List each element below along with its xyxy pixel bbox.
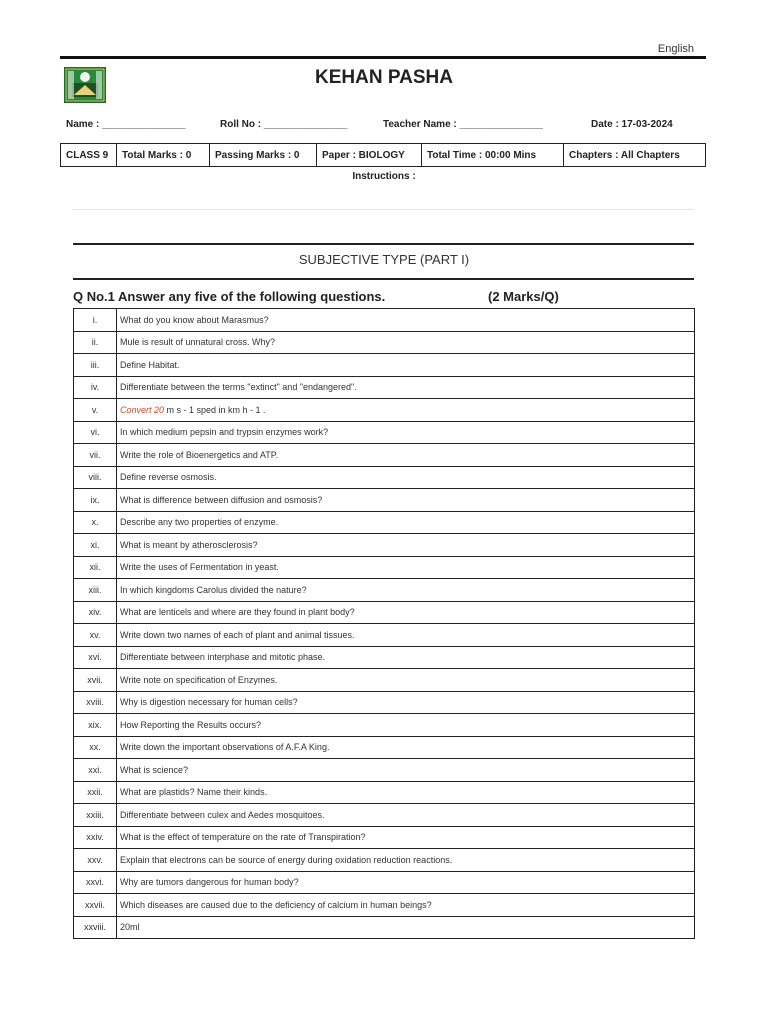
question-row bbox=[74, 781, 695, 804]
question-text-cell bbox=[117, 489, 695, 512]
question-text-cell bbox=[117, 759, 695, 782]
question-text: Why is digestion necessary for human cells? bbox=[120, 697, 298, 708]
question-heading bbox=[73, 289, 694, 307]
question-row bbox=[74, 466, 695, 489]
class-cell: CLASS 9 bbox=[61, 144, 117, 166]
question-text: Define reverse osmosis. bbox=[120, 472, 217, 483]
question-row bbox=[74, 759, 695, 782]
question-number: xvii. bbox=[74, 669, 117, 692]
question-text-cell bbox=[117, 331, 695, 354]
question-text-cell bbox=[117, 601, 695, 624]
question-number: viii. bbox=[74, 466, 117, 489]
question-text: 20ml bbox=[120, 922, 140, 933]
question-text: Write the role of Bioenergetics and ATP. bbox=[120, 449, 279, 460]
roll-number-field[interactable]: Roll No : _______________ bbox=[220, 119, 348, 130]
school-name: KEHAN PASHA bbox=[315, 67, 453, 88]
question-text-cell bbox=[117, 624, 695, 647]
question-row bbox=[74, 601, 695, 624]
question-text: Why are tumors dangerous for human body? bbox=[120, 877, 299, 888]
paper-cell: Paper : BIOLOGY bbox=[317, 144, 422, 166]
question-row bbox=[74, 331, 695, 354]
question-row bbox=[74, 826, 695, 849]
paper-info-table bbox=[60, 143, 706, 167]
question-text: Differentiate between interphase and mitotic phase. bbox=[120, 652, 325, 663]
question-text: What is difference between diffusion and osmosis? bbox=[120, 494, 323, 505]
question-number: xvi. bbox=[74, 646, 117, 669]
question-number: iv. bbox=[74, 376, 117, 399]
question-row bbox=[74, 309, 695, 332]
question-text: How Reporting the Results occurs? bbox=[120, 719, 262, 730]
language-selector[interactable]: English bbox=[657, 43, 694, 55]
question-number: vi. bbox=[74, 421, 117, 444]
question-text-cell bbox=[117, 736, 695, 759]
question-row bbox=[74, 579, 695, 602]
question-row bbox=[74, 354, 695, 377]
question-number: xxiii. bbox=[74, 804, 117, 827]
question-text-cell bbox=[117, 669, 695, 692]
question-text-cell bbox=[117, 556, 695, 579]
question-text-cell bbox=[117, 444, 695, 467]
question-text-cell bbox=[117, 534, 695, 557]
question-text: What is science? bbox=[120, 764, 189, 775]
question-text: Describe any two properties of enzyme. bbox=[120, 517, 279, 528]
question-text: Mule is result of unnatural cross. Why? bbox=[120, 337, 276, 348]
question-row bbox=[74, 511, 695, 534]
question-marks: (2 Marks/Q) bbox=[488, 289, 559, 304]
question-row bbox=[74, 894, 695, 917]
question-number: xiv. bbox=[74, 601, 117, 624]
question-number: ix. bbox=[74, 489, 117, 512]
teacher-name-field[interactable]: Teacher Name : _______________ bbox=[383, 119, 543, 130]
question-row bbox=[74, 691, 695, 714]
question-text-cell bbox=[117, 894, 695, 917]
question-text-cell bbox=[117, 579, 695, 602]
question-row bbox=[74, 534, 695, 557]
question-text-cell bbox=[117, 646, 695, 669]
question-row bbox=[74, 399, 695, 422]
section-rule-top bbox=[73, 243, 694, 245]
question-text-cell bbox=[117, 916, 695, 939]
question-text-cell bbox=[117, 826, 695, 849]
question-text: Write down two names of each of plant and animal tissues. bbox=[120, 629, 355, 640]
question-text: Write down the important observations of A.F.A King. bbox=[120, 742, 330, 753]
question-text: What is meant by atherosclerosis? bbox=[120, 539, 258, 550]
question-text: Define Habitat. bbox=[120, 359, 180, 370]
question-number: xxvi. bbox=[74, 871, 117, 894]
question-text: What is the effect of temperature on the rate of Transpiration? bbox=[120, 832, 366, 843]
question-row bbox=[74, 804, 695, 827]
question-text-cell bbox=[117, 354, 695, 377]
question-number: xix. bbox=[74, 714, 117, 737]
question-text-cell bbox=[117, 781, 695, 804]
question-number: vii. bbox=[74, 444, 117, 467]
question-text-cell bbox=[117, 849, 695, 872]
question-text-cell bbox=[117, 376, 695, 399]
section-title: SUBJECTIVE TYPE (PART I) bbox=[298, 252, 470, 267]
question-row bbox=[74, 849, 695, 872]
question-row bbox=[74, 556, 695, 579]
question-number: xxvii. bbox=[74, 894, 117, 917]
question-text: In which kingdoms Carolus divided the nature? bbox=[120, 584, 307, 595]
question-text: Write note on specification of Enzymes. bbox=[120, 674, 278, 685]
question-text-cell bbox=[117, 466, 695, 489]
question-text: Explain that electrons can be source of energy during oxidation reduction reactions. bbox=[120, 854, 453, 865]
name-field[interactable]: Name : _______________ bbox=[66, 119, 186, 130]
question-text: What are plastids? Name their kinds. bbox=[120, 787, 268, 798]
question-text: What are lenticels and where are they found in plant body? bbox=[120, 607, 355, 618]
question-text: What do you know about Marasmus? bbox=[120, 314, 269, 325]
question-text-cell bbox=[117, 399, 695, 422]
question-row bbox=[74, 624, 695, 647]
question-row bbox=[74, 714, 695, 737]
question-number: xviii. bbox=[74, 691, 117, 714]
total-marks-cell: Total Marks : 0 bbox=[117, 144, 210, 166]
question-number: xiii. bbox=[74, 579, 117, 602]
highlighted-text: Convert 20 bbox=[120, 404, 165, 415]
question-number: xxii. bbox=[74, 781, 117, 804]
divider bbox=[73, 209, 694, 210]
question-text-cell bbox=[117, 691, 695, 714]
question-number: xx. bbox=[74, 736, 117, 759]
question-text-cell bbox=[117, 804, 695, 827]
question-number: xxi. bbox=[74, 759, 117, 782]
question-text-cell bbox=[117, 309, 695, 332]
passing-marks-cell: Passing Marks : 0 bbox=[210, 144, 317, 166]
question-row bbox=[74, 916, 695, 939]
question-number: xii. bbox=[74, 556, 117, 579]
question-number: xxv. bbox=[74, 849, 117, 872]
student-fields bbox=[66, 119, 706, 133]
chapters-cell: Chapters : All Chapters bbox=[569, 149, 680, 161]
question-row bbox=[74, 669, 695, 692]
question-number: i. bbox=[74, 309, 117, 332]
question-table bbox=[73, 308, 695, 939]
instructions-label: Instructions : bbox=[352, 171, 416, 182]
question-number: xv. bbox=[74, 624, 117, 647]
question-number: xxviii. bbox=[74, 916, 117, 939]
question-number: x. bbox=[74, 511, 117, 534]
question-text-cell bbox=[117, 421, 695, 444]
question-text-cell bbox=[117, 511, 695, 534]
question-text: Write the uses of Fermentation in yeast. bbox=[120, 562, 279, 573]
question-text: Which diseases are caused due to the deficiency of calcium in human beings? bbox=[120, 899, 432, 910]
question-text-cell bbox=[117, 714, 695, 737]
question-row bbox=[74, 376, 695, 399]
question-number: xi. bbox=[74, 534, 117, 557]
question-text: m s - 1 sped in km h - 1 . bbox=[164, 404, 266, 415]
question-number: xxiv. bbox=[74, 826, 117, 849]
question-number: ii. bbox=[74, 331, 117, 354]
question-title: Q No.1 Answer any five of the following questions. bbox=[73, 289, 386, 304]
question-number: v. bbox=[74, 399, 117, 422]
question-text: Differentiate between the terms "extinct" and "endangered". bbox=[120, 382, 357, 393]
date-field: Date : 17-03-2024 bbox=[591, 119, 673, 130]
question-text-cell bbox=[117, 871, 695, 894]
top-rule bbox=[60, 56, 706, 59]
section-rule-bottom bbox=[73, 278, 694, 280]
question-number: iii. bbox=[74, 354, 117, 377]
question-row bbox=[74, 421, 695, 444]
total-time-cell: Total Time : 00:00 Mins bbox=[422, 144, 564, 166]
question-row bbox=[74, 444, 695, 467]
question-row bbox=[74, 489, 695, 512]
question-row bbox=[74, 871, 695, 894]
question-row bbox=[74, 646, 695, 669]
question-row bbox=[74, 736, 695, 759]
question-text: Differentiate between culex and Aedes mosquitoes. bbox=[120, 809, 325, 820]
question-text: In which medium pepsin and trypsin enzymes work? bbox=[120, 427, 329, 438]
